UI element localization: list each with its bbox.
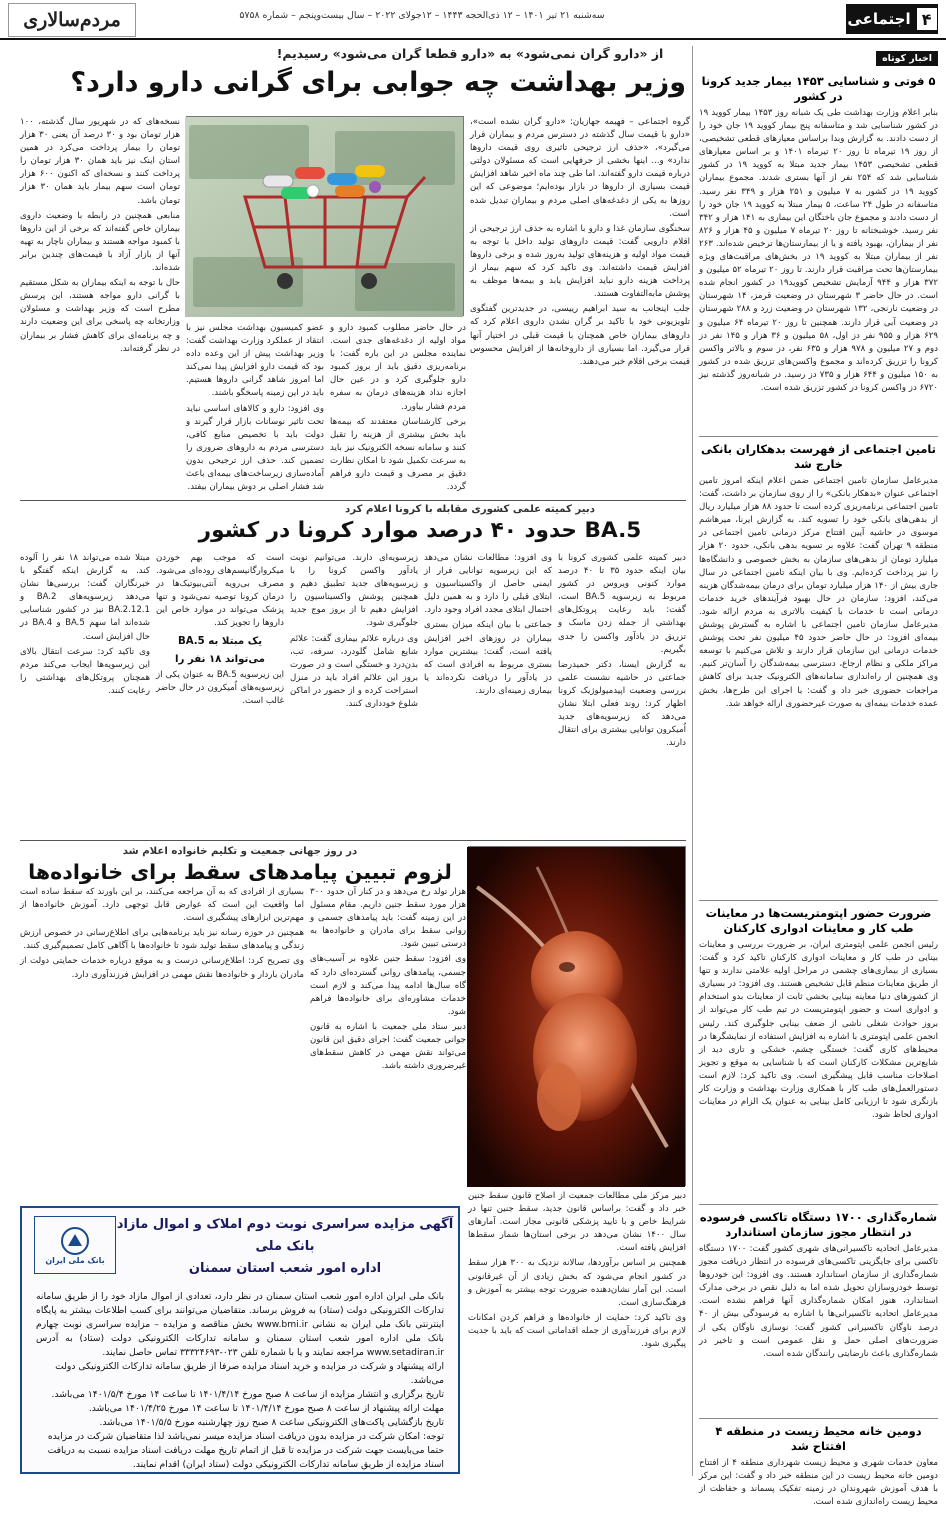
ba5-column xyxy=(424,552,552,832)
family-headline: لزوم تبیین پیامدهای سقط برای خانواده‌ها xyxy=(28,860,452,884)
news-item-3 xyxy=(699,906,938,1199)
news-item-1 xyxy=(699,74,938,431)
news-item-4 xyxy=(699,1210,938,1413)
news-item-body: معاون خدمات شهری و محیط زیست شهرداری منطقه ۴ از افتتاح دومین خانه محیط زیست در این منطقه خبر داد و گفت: این مرکز با هدف آموزش شهروندان در زمینه تفکیک پسماند و حفاظت از محیط زیست راه‌اندازی شده است. xyxy=(699,1458,938,1508)
divider xyxy=(699,900,938,901)
dateline: سه‌شنبه ۲۱ تیر ۱۴۰۱ – ۱۲ ذی‌الحجه ۱۴۴۳ – ۱۲جولای ۲۰۲۲ – سال بیست‌وپنجم – شماره ۵۷۵۸ xyxy=(239,10,605,21)
paper-logo: مردم‌سالاری xyxy=(8,3,136,37)
ad-list-item: ارائه پیشنهاد و شرکت در مزایده و خرید اسناد مزایده صرفا از طریق سامانه تدارکات الکترونیکی دولت می‌باشد. xyxy=(55,1361,444,1386)
news-item-2 xyxy=(699,442,938,895)
bank-emblem-icon xyxy=(60,1226,90,1256)
divider xyxy=(699,1418,938,1419)
news-item-body: مدیرعامل اتحادیه تاکسیرانی‌های شهری کشور گفت: ۱۷۰۰ دستگاه تاکسی برای جایگزینی تاکسی‌های فرسوده در انتظار دریافت مجوز شماره‌گذاری از سازمان استاندارد هستند. وی افزود: این خودروها توسط خودروسازان تحویل شده اما به دلیل نقص در برخی مدارک استاندارد، هنوز امکان شماره‌گذاری آنها فراهم نشده است. مدیرعامل اتحادیه تاکسیرانی‌ها با اشاره به فرسودگی بیش از ۴۰ درصد ناوگان تاکسیرانی کشور گفت: نوسازی ناوگان یکی از ضرورت‌های اصلی حمل و نقل عمومی است و تاخیر در شماره‌گذاری باعث نارضایتی رانندگان شده است. xyxy=(699,1244,938,1359)
body-paragraph: دبیر ستاد ملی جمعیت با اشاره به قانون جوانی جمعیت گفت: اجرای دقیق این قانون می‌تواند نقش مهمی در کاهش سقط‌های غیرضروری داشته باشد. xyxy=(310,1021,466,1072)
ba5-kicker: دبیر کمیته علمی کشوری مقابله با کرونا اعلام کرد xyxy=(345,504,595,515)
ba5-column xyxy=(20,552,150,832)
news-item-title: شماره‌گذاری ۱۷۰۰ دستگاه تاکسی فرسوده در انتظار مجوز سازمان استاندارد xyxy=(699,1210,938,1239)
body-paragraph: وی تصریح کرد: اطلاع‌رسانی درست و به موقع درباره خدمات حمایتی دولت از مادران باردار و خانواده‌ها نقش مهمی در افزایش فرزندآوری دارد. xyxy=(20,956,304,980)
body-paragraph: دبیر کمیته علمی کشوری کرونا با بیان اینکه حدود ۳۵ تا ۴۰ درصد موارد کنونی ویروس در کشور مربوط به زیرسویه BA.5 است، گفت: باید رعایت پروتکل‌های بهداشتی از جمله زدن ماسک و تزریق دز یادآور واکسن را جدی بگیریم. xyxy=(558,553,686,655)
article-lead xyxy=(470,116,690,496)
ad-list-item: توجه: امکان شرکت در مزایده بدون دریافت اسناد مزایده میسر نمی‌باشد لذا متقاضیان شرکت در مزایده حتما می‌بایست جهت شرکت در مزایده تا قبل از اتمام تاریخ مهلت دریافت اسناد مزایده نسبت به دریافت اسناد مزایده از طریق سامانه تدارکات الکترونیکی دولت (ستاد ایران) اقدام نمایند. xyxy=(47,1431,444,1470)
ba5-subhead: می‌تواند ۱۸ نفر را xyxy=(175,653,265,665)
ba5-column xyxy=(156,552,284,832)
article-kicker: از «دارو گران نمی‌شود» به «دارو قطعا گران می‌شود» رسیدیم! xyxy=(276,46,664,61)
divider xyxy=(20,840,686,841)
news-tag: اخبار کوتاه xyxy=(876,51,938,66)
ad-list xyxy=(22,1360,458,1472)
ad-list-item: مهلت ارائه پیشنهاد از ساعت ۸ صبح مورخ ۱۴۰۱/۴/۱۴ تا ساعت ۱۴ مورخ ۱۴۰۱/۴/۲۵ می‌باشد. xyxy=(88,1403,444,1414)
section-name: اجتماعی xyxy=(847,10,911,28)
news-item-title: ضرورت حضور اپتومتریست‌ها در معاینات طب کار و معاینات ادواری کارکنان xyxy=(705,906,932,935)
family-column xyxy=(310,886,466,1196)
ad-list-item: تاریخ بازگشایی پاکت‌های الکترونیکی ساعت ۸ صبح روز چهارشنبه مورخ ۱۴۰۱/۵/۵ می‌باشد. xyxy=(99,1417,444,1428)
bank-logo xyxy=(34,1216,116,1274)
ba5-subhead: یک مبتلا به BA.5 xyxy=(177,635,263,647)
news-item-body: مدیرعامل سازمان تامین اجتماعی ضمن اعلام اینکه امروز تامین اجتماعی عنوان «بدهکار بانکی» را از روی سازمان بر داشت، گفت: تامین اجتماعی برنامه‌ریزی کرده است تا حدود ۸۸ هزار میلیارد ریال از بدهی‌های بانکی خود را تسویه کند. به گزارش ایرنا، میرهاشم موسوی در حاشیه آیین افتتاح مرکز درمانی تامین اجتماعی در منطقه ۹ تهران گفت: علاوه بر تسویه بدهی بانکی، حدود ۲۰ هزار میلیارد تومان از بدهی‌های سازمان به بخش خصوصی و دانشگاه‌ها را نیز پرداخت کرده‌ایم. وی با بیان اینکه تامین اجتماعی در سال جاری بیش از ۱۴۰ هزار میلیارد تومان برای درمان بیمه‌شدگان هزینه می‌کند، افزود: سازمان در حال بهبود فرآیندهای خرید خدمات درمانی است تا خدمات با کیفیت بالاتری به مردم ارائه شود. مدیرعامل سازمان تامین اجتماعی با اشاره به گسترش پوشش بیمه‌ای افزود: در حال حاضر حدود ۴۵ میلیون نفر تحت پوشش خدمات درمانی این سازمان قرار دارند و تلاش می‌کنیم با توسعه مراکز ملکی و نظام ارجاع، دسترسی بیمه‌شدگان را آسان‌تر کنیم. وی همچنین از راه‌اندازی سامانه‌های الکترونیک جدید برای کاهش مراجعات حضوری خبر داد و گفت: با اجرای این طرح‌ها، بخش عمده خدمات بیمه‌ای به صورت غیرحضوری ارائه خواهد شد. xyxy=(699,476,938,709)
family-kicker: در روز جهانی جمعیت و تکلیم خانواده اعلام شد xyxy=(122,846,358,857)
body-paragraph: وی افزود: سقط جنین علاوه بر آسیب‌های جسمی، پیامدهای روانی گسترده‌ای دارد که گاه سال‌ها ادامه پیدا می‌کند و لازم است خدمات مشاوره‌ای برای خانواده‌ها فراهم شود. xyxy=(310,954,466,1017)
bank-logo-text: بانک ملی ایران xyxy=(45,1255,105,1265)
sidebar-news xyxy=(692,46,939,1508)
body-paragraph: بسیاری از افرادی که به آن مراجعه می‌کنند، بر این باورند که سقط ساده است اما واقعیت این است که عوارض قابل توجهی دارد. آموزش خانواده‌ها از مهم‌ترین ابزارهای پیشگیری است. xyxy=(20,887,304,924)
fetus-illustration xyxy=(467,847,685,1187)
ad-title: آگهی مزایده سراسری نوبت دوم املاک و اموال مازاد بانک ملی xyxy=(116,1217,454,1254)
body-paragraph: همچنین بر اساس برآوردها، سالانه نزدیک به ۳۰۰ هزار سقط در کشور انجام می‌شود که بخش زیادی از آن غیرقانونی است. این آمار نشان‌دهنده ضرورت توجه بیشتر به آموزش و فرهنگ‌سازی است. xyxy=(468,1258,686,1308)
body-paragraph: جماعتی با بیان اینکه میزان بستری بیماران در روزهای اخیر افزایش یافته است، گفت: بیشترین موارد بستری مربوط به افرادی است که دز یادآور را دریافت نکرده‌اند یا بیماری زمینه‌ای دارند. xyxy=(424,620,552,696)
news-item-title: دومین خانه محیط زیست در منطقه ۴ افتتاح شد xyxy=(715,1424,922,1453)
fetus-image xyxy=(468,846,686,1186)
body-paragraph: هزار تولد رخ می‌دهد و در کنار آن حدود ۳۰۰ هزار مورد سقط جنین داریم. مقام مسئول در این زمینه گفت: باید پیامدهای جسمی و روانی سقط برای مادران و خانواده‌ها به درستی تبیین شود. xyxy=(310,887,466,950)
body-paragraph: برخی کارشناسان معتقدند که بیمه‌ها باید بخش بیشتری از هزینه را تقبل کنند و سامانه نسخه الکترونیک نیز باید به سرعت تکمیل شود تا امکان نظارت دقیق بر مصرف و قیمت دارو فراهم گردد. xyxy=(330,416,466,493)
body-paragraph: جلب اینجانب به سید ابراهیم رییسی، در جدیدترین گفتگوی تلویزیونی خود با تاکید بر گران نشدن داروی اعلام کرد که داروهای بیماران خاص همچنان با قیمت قبلی در اختیار آنها قرار می‌گیرد. اما بسیاری از داروخانه‌ها از افزایش محسوس قیمت برخی اقلام خبر می‌دهند. xyxy=(470,304,690,367)
body-paragraph: وی تاکید کرد: حمایت از خانواده‌ها و فراهم کردن امکانات لازم برای فرزندآوری از جمله اقداماتی است که باید با جدیت پیگیری شود. xyxy=(468,1312,686,1350)
lead-paragraph: گروه اجتماعی – فهیمه جهازیان: «دارو گران نشده است»، «دارو با قیمت سال گذشته در دسترس مردم و بیماران قرار می‌گیرد»، «حذف ارز ترجیحی تاثیری روی قیمت داروها ندارد» و... اینها بخشی از حرفهایی است که مسئولان دولتی درباره قیمت دارو گفته‌اند. اما طی چند ماه اخیر شاهد افزایش قیمت بسیاری از داروها در بازار بوده‌ایم؛ موضوعی که این روزها به یکی از دغدغه‌های اصلی مردم و بیماران تبدیل شده است. xyxy=(470,117,690,219)
news-item-title: تامین اجتماعی از فهرست بدهکاران بانکی خارج شد xyxy=(701,442,936,471)
pills-image xyxy=(186,116,464,316)
body-paragraph: این زیرسویه BA.5 به عنوان یکی از زیرسویه‌های اُمیکرون در حال حاضر غالب است. xyxy=(156,669,284,706)
ad-list-item: تاریخ برگزاری و انتشار مزایده از ساعت ۸ صبح مورخ ۱۴۰۱/۴/۱۴ تا ساعت ۱۴ مورخ ۱۴۰۱/۵/۴ می‌باشد. xyxy=(51,1389,444,1400)
body-paragraph: وی افزود: مطالعات نشان می‌دهد که این زیرسویه توانایی فرار از ایمنی حاصل از واکسیناسیون و ابتلای قبلی را دارد و به همین دلیل احتمال ابتلای مجدد افراد وجود دارد. xyxy=(424,553,552,616)
body-paragraph: عضو کمیسیون بهداشت مجلس نیز با انتقاد از عملکرد وزارت بهداشت گفت: وزیر بهداشت پیش از این وعده داده بود که قیمت دارو افزایش پیدا نمی‌کند اما امروز شاهد گرانی داروها هستیم. باید در این زمینه پاسخگو باشند. xyxy=(186,323,324,399)
article-column xyxy=(20,116,180,498)
body-paragraph: وی تاکید کرد: سرعت انتقال بالای این زیرسویه‌ها ایجاب می‌کند مردم همچنان پروتکل‌های بهداشتی را رعایت کنند. xyxy=(20,646,150,696)
news-item-title: ۵ فوتی و شناسایی ۱۴۵۳ بیمار جدید کرونا در کشور xyxy=(701,74,936,103)
body-paragraph: زیرسویه‌ای دارند. می‌توانیم نوبت یادآور واکسن کرونا را با زیرسویه‌های جدید تطبیق دهیم و همچنین پوشش واکسیناسیون را افزایش دهیم تا از بروز موج جدید جلوگیری شود. xyxy=(290,553,418,629)
article-column xyxy=(330,322,466,498)
divider xyxy=(699,1204,938,1205)
article-column xyxy=(186,322,324,498)
news-item-body: رئیس انجمن علمی اپتومتری ایران، بر ضرورت بررسی و معاینات بینایی در طب کار و معاینات ادواری کارکنان تاکید کرد و گفت: بسیاری از بیماری‌های چشمی در مراحل اولیه علامتی ندارند و تنها از طریق معاینات منظم قابل تشخیص هستند. وی افزود: در بسیاری از کشورهای دنیا معاینه بینایی بخشی ثابت از معاینات بدو استخدام و ادواری است و حضور اپتومتریست در تیم طب کار می‌تواند از بروز حوادث شغلی ناشی از ضعف بینایی جلوگیری کند. رئیس انجمن علمی اپتومتری با اشاره به افزایش استفاده از نمایشگرها در محیط‌های کاری گفت: خستگی چشم، خشکی و تاری دید از شایع‌ترین مشکلات کارکنان است که با شناسایی به موقع و تجویز اصلاحات مناسب قابل پیشگیری است. وی تاکید کرد: لازم است دستورالعمل‌های طب کار با همکاری وزارت بهداشت و وزارت کار بازنگری شود تا ارزیابی کامل بینایی به عنوان یک الزام در معاینات ادواری لحاظ شود. xyxy=(699,940,938,1121)
body-paragraph: منابعی همچنین در رابطه با وضعیت داروی بیماران خاص گفته‌اند که برخی از این داروها با کمبود مواجه هستند و بیماران ناچار به تهیه آنها از بازار آزاد با قیمت‌های چندین برابر شده‌اند. xyxy=(20,210,180,274)
section-badge xyxy=(846,4,938,34)
ba5-column xyxy=(558,552,686,832)
family-column xyxy=(468,1190,686,1476)
auction-ad xyxy=(20,1206,460,1474)
body-paragraph: سخنگوی سازمان غذا و دارو با اشاره به حذف ارز ترجیحی از اقلام دارویی گفت: قیمت داروهای تولید داخل با توجه به قیمت مواد اولیه و هزینه‌های تولید به‌روز شده و برخی داروها افزایش قیمت داشته‌اند. وی تاکید کرد که سهم بیمار از پرداخت هزینه دارو نباید افزایش یابد و بیمه‌ها موظف به پوشش مابه‌التفاوت هستند. xyxy=(470,223,690,300)
divider xyxy=(699,436,938,437)
body-paragraph: دبیر مرکز ملی مطالعات جمعیت از اصلاح قانون سقط جنین خبر داد و گفت: براساس قانون جدید، سقط جنین تنها در شرایط خاص و با تایید پزشکی قانونی مجاز است. آمارهای سال ۱۴۰۰ نشان می‌دهد در برخی استان‌ها شمار سقط‌ها افزایش یافته است. xyxy=(468,1191,686,1254)
news-item-5 xyxy=(699,1424,938,1517)
news-item-body: بنابر اعلام وزارت بهداشت طی یک شبانه روز ۱۴۵۳ بیمار کووید ۱۹ در کشور شناسایی شد و متاسفانه پنج بیمار کووید ۱۹ جان خود را از دست دادند. به گزارش وبدا براساس معیارهای قطعی تشخیصی، از روز ۱۹ تیرماه تا روز ۲۰ تیرماه ۱۴۰۱ و بر اساس معیارهای قطعی تشخیصی ۱۴۵۳ بیمار جدید مبتلا به کووید ۱۹ در کشور شناسایی شد که ۲۵۴ نفر از آنها بستری شدند. مجموع بیماران کووید ۱۹ در کشور به ۷ میلیون و ۲۵۱ هزار و ۳۴۹ نفر رسید. متاسفانه در طول ۲۴ ساعت، ۵ بیمار مبتلا به کووید ۱۹ جان خود را از دست دادند و مجموع جان باختگان این بیماری به ۱۴۱ هزار و ۳۴۲ نفر رسید. خوشبختانه تا روز ۲۰ تیرماه ۷ میلیون و ۴۵ هزار و ۸۲۶ نفر از بیماران، بهبود یافته و یا از بیمارستان‌ها ترخیص شده‌اند. ۲۶۳ نفر از بیماران مبتلا به کووید ۱۹ در بخش‌های مراقبت‌های ویژه بیمارستان‌ها تحت مراقبت قرار دارند. تا روز ۲۰ تیرماه ۵۲ میلیون و ۳۷۲ هزار و ۹۴۴ آزمایش تشخیص کووید۱۹ در کشور انجام شده است. در حال حاضر ۳ شهرستان در وضعیت قرمز، ۱۴ شهرستان در وضعیت نارنجی، ۱۳۲ شهرستان در وضعیت زرد و ۲۸۸ شهرستان در وضعیت آبی قرار دارند. همچنین تا روز ۲۰ تیرماه ۶۴ میلیون و ۶۲۹ هزار و ۹۵۵ نفر دز اول، ۵۸ میلیون و ۳۶ هزار و ۱۴۵ نفر دز دوم و ۲۷ میلیون و ۹۷۸ هزار و ۶۳۵ نفر، دز سوم و بالاتر واکسن کرونا را تزریق کرده‌اند و مجموع واکسن‌های تزریق شده در کشور به ۱۵۰ میلیون و ۶۴۴ هزار و ۷۳۵ دز رسید. در شبانه‌روز گذشته نیز ۶۷۲۰ دز واکسن کرونا در کشور تزریق شده است. xyxy=(699,108,939,393)
body-paragraph: به گزارش ایسنا، دکتر حمیدرضا جماعتی در حاشیه نشست علمی بررسی وضعیت اپیدمیولوژیک کرونا اظهار کرد: روند فعلی ابتلا نشان می‌دهد که زیرسویه‌های جدید اُمیکرون توانایی بیشتری برای انتقال دارند. xyxy=(558,659,686,749)
ad-subtitle: اداره امور شعب استان سمنان xyxy=(188,1261,382,1276)
pills-cart-illustration xyxy=(185,117,463,317)
ba5-headline: BA.5 حدود ۴۰ درصد موارد کرونا در کشور xyxy=(198,518,642,543)
divider xyxy=(20,500,686,501)
body-paragraph: در حال حاضر مطلوب کمبود دارو و مواد اولیه از دغدغه‌های جدی است. نماینده مجلس در این باره گفت: با برنامه‌ریزی دقیق باید از بروز کمبود دارو جلوگیری کرد و در عین حال اجازه نداد هزینه‌های درمان به سفره مردم فشار بیاورد. xyxy=(330,323,466,412)
body-paragraph: است که موجب بهم خوردن میکروارگانیسم‌های روده‌ای می‌شود. مصرف بی‌رویه آنتی‌بیوتیک‌ها در درمان کرونا توصیه نمی‌شود و تنها پزشک می‌تواند در موارد خاص این داروها را تجویز کند. xyxy=(156,553,284,629)
ba5-column xyxy=(290,552,418,832)
family-column xyxy=(20,886,304,1196)
body-paragraph: مبتلا شده می‌تواند ۱۸ نفر را آلوده کند. به گزارش اینکه گفتگو با خبرنگاران گفت: بررسی‌ها نشان می‌دهد زیرسویه‌های BA.2 و BA.2.12.1 نیز در کشور شناسایی شده‌اند اما سهم BA.5 و BA.4 در حال افزایش است. xyxy=(20,553,150,642)
body-paragraph: حال با توجه به اینکه بیماران به شکل مستقیم با گرانی دارو مواجه هستند، این پرسش مطرح است که وزیر بهداشت و مسئولان وزارتخانه چه پاسخی برای این وضعیت دارند و چه برنامه‌ای برای کاهش فشار بر بیماران در نظر گرفته‌اند. xyxy=(20,278,180,354)
ad-paragraph: بانک ملی ایران اداره امور شعب استان سمنان در نظر دارد، تعدادی از اموال مازاد خود را از طریق سامانه تدارکات الکترونیکی دولت (ستاد) به فروش برساند. متقاضیان می‌توانند برای کسب اطلاعات بیشتر به پایگاه اینترنتی بانک ملی ایران به نشانی www.bmi.ir بخش مناقصه و مزایده – مزایده سراسری نوبت چهارم بانک ملی اداره امور شعب استان سمنان و سامانه تدارکات الکترونیکی دولت (ستاد) به آدرس www.setadiran.ir مراجعه نمایند و یا با شماره تلفن ۰۲۳-۳۳۳۲۴۶۹۳ تماس حاصل نمایند. xyxy=(36,1291,444,1358)
body-paragraph: وی افزود: دارو و کالاهای اساسی نباید تحت تاثیر نوسانات بازار قرار گیرند و دولت باید با تخصیص منابع کافی، دسترسی مردم به داروهای ضروری را تضمین کند. حذف ارز ترجیحی بدون آماده‌سازی زیرساخت‌های بیمه‌ای باعث شد فشار اصلی بر دوش بیماران بیفتد. xyxy=(186,403,324,493)
body-paragraph: همچنین در حوزه رسانه نیز باید برنامه‌هایی برای اطلاع‌رسانی در خصوص ارزش زندگی و پیامدهای سقط تولید شود تا خانواده‌ها با آگاهی کامل تصمیم‌گیری کنند. xyxy=(20,928,304,952)
section-number: ۴ xyxy=(917,8,937,30)
body-paragraph: نسخه‌های که در شهریور سال گذشته، ۱۰۰ هزار تومان بود و ۳۰ درصد آن یعنی ۳۰ هزار تومان را بیمار پرداخت می‌کرد در همین استان اینک نیز باید همان ۳۰ هزار تومان را پرداخت کنند و نسخه‌ای که اکنون ۶۰۰ هزار تومان است سهم بیمار باید همان ۳۰ هزار تومان باشد. xyxy=(20,117,181,206)
body-paragraph: وی درباره علائم بیماری گفت: علائم شایع شامل گلودرد، سرفه، تب، بدن‌درد و خستگی است و در صورت بروز این علائم افراد باید در منزل استراحت کرده و از حضور در اماکن شلوغ خودداری کنند. xyxy=(290,633,418,710)
article-headline: وزیر بهداشت چه جوابی برای گرانی دارو دارد؟ xyxy=(70,67,686,98)
